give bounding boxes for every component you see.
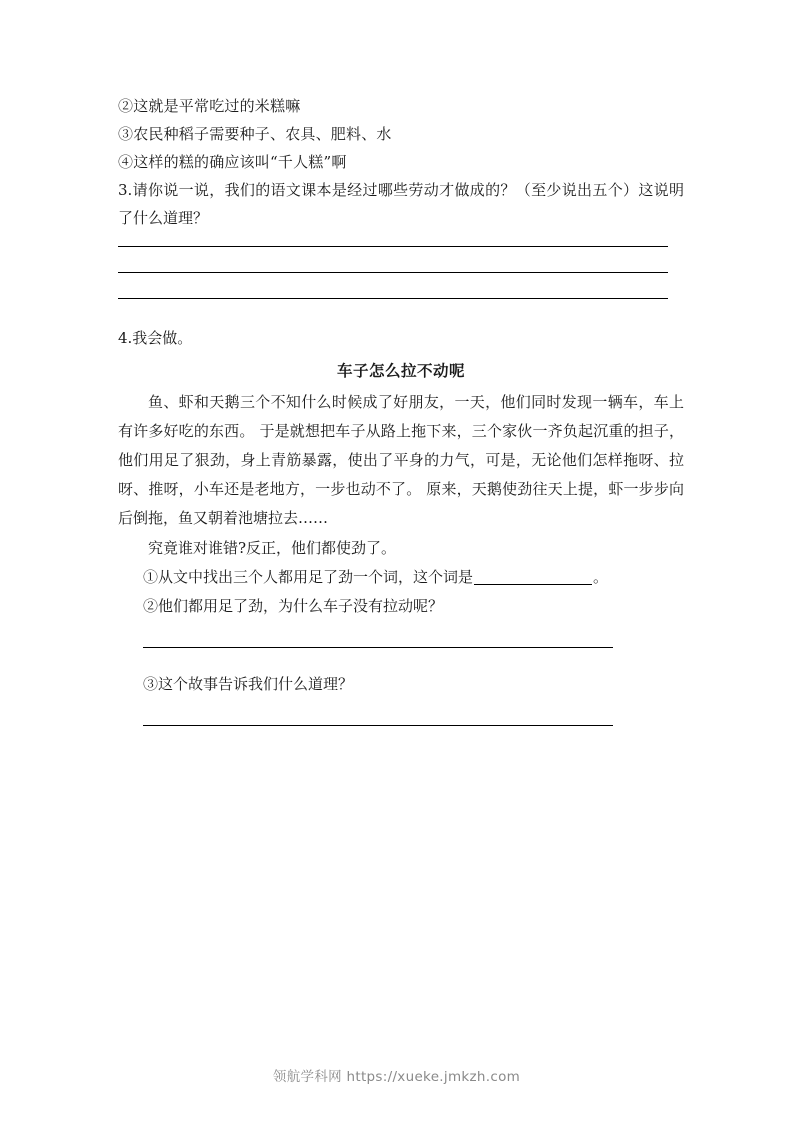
passage-paragraph-2: 究竟谁对谁错?反正，他们都使劲了。 bbox=[148, 539, 397, 557]
sub-question-1-prefix: ①从文中找出三个人都用足了劲一个词，这个词是 bbox=[143, 568, 474, 586]
spacer bbox=[118, 648, 684, 670]
question-3-text: 3.请你说一说，我们的语文课本是经过哪些劳动才做成的？（至少说出五个）这说明了什么道理？ bbox=[118, 181, 684, 227]
passage-title: 车子怎么拉不动呢 bbox=[336, 362, 465, 380]
answer-line[interactable] bbox=[118, 272, 668, 273]
question-4-label: 4.我会做。 bbox=[118, 329, 193, 347]
footer-watermark: 领航学科网 https://xueke.jmkzh.com bbox=[272, 1069, 521, 1085]
sub-question-1 bbox=[118, 563, 684, 592]
document-content bbox=[118, 92, 684, 726]
question-3-answer-lines bbox=[118, 246, 684, 299]
answer-line[interactable] bbox=[118, 298, 668, 299]
option-item-3: ③农民种稻子需要种子、农具、肥料、水 bbox=[118, 125, 392, 143]
spacer bbox=[118, 621, 684, 647]
inline-blank-field[interactable] bbox=[474, 584, 592, 585]
sub-answer-line[interactable] bbox=[143, 725, 613, 726]
option-item-4: ④这样的糕的确应该叫“千人糕”啊 bbox=[118, 153, 347, 171]
answer-line[interactable] bbox=[118, 246, 668, 247]
sub-question-2: ②他们都用足了劲，为什么车子没有拉动呢？ bbox=[143, 597, 444, 615]
sub-question-1-suffix: 。 bbox=[593, 568, 609, 586]
sub-question-3: ③这个故事告诉我们什么道理？ bbox=[143, 675, 354, 693]
spacer bbox=[118, 699, 684, 725]
option-item-2: ②这就是平常吃过的米糕嘛 bbox=[118, 97, 301, 115]
passage-paragraph-1: 鱼、虾和天鹅三个不知什么时候成了好朋友，一天，他们同时发现一辆车，车上有许多好吃的东西。 于是就想把车子从路上拖下来，三个家伙一齐负起沉重的担子，他们用足了狠劲，身上青筋暴露，使出了平身的力气，可是，无论他们怎样拖呀、拉呀、推呀，小车还是老地方，一步也动不了。 原来，天鹅使劲往天上提，虾一步步向后倒拖，鱼又朝着池塘拉去…… bbox=[118, 393, 684, 527]
